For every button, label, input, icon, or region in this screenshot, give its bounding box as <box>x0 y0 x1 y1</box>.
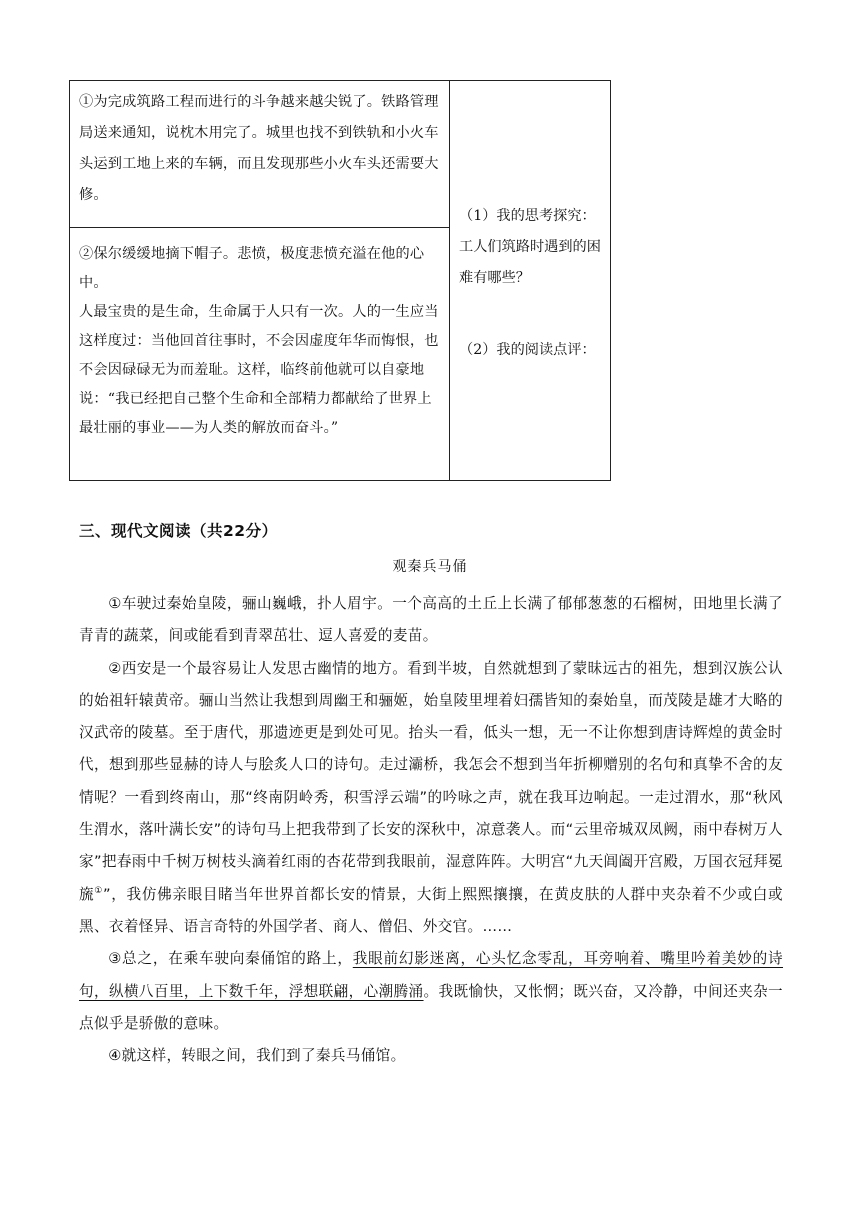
reading-notes-table <box>69 80 611 481</box>
footnote-marker: ① <box>94 885 104 896</box>
excerpt-1-text: ①为完成筑路工程而进行的斗争越来越尖锐了。铁路管理局送来通知，说枕木用完了。城里也找不到铁轨和小火车头运到工地上来的车辆，而且发现那些小火车头还需要大修。 <box>79 94 439 203</box>
paragraph-3-text-a: ③总之，在乘车驶向秦俑馆的路上， <box>108 950 353 968</box>
excerpt-cell-2 <box>70 228 449 480</box>
paragraph-3-underlined-sentence: 我眼前幻影迷离，心头忆念零乱，耳旁响着、嘴里吟着美妙的诗句，纵横八百里，上下数千年，浮想联翩，心潮腾涌 <box>79 950 784 1000</box>
paragraph-3 <box>79 943 783 1040</box>
paragraph-3-text-b: 。我既愉快，又怅惘；既兴奋，又冷静，中间还夹杂一点似乎是骄傲的意味。 <box>79 982 783 1032</box>
paragraph-4: ④就这样，转眼之间，我们到了秦兵马俑馆。 <box>108 1047 406 1065</box>
excerpt-2-line-1: ②保尔缓缓地摘下帽子。悲愤，极度悲愤充溢在他的心中。 <box>79 246 425 291</box>
paragraph-1: ①车驶过秦始皇陵，骊山巍峨，扑人眉宇。一个高高的土丘上长满了郁郁葱葱的石榴树，田地里长满了青青的蔬菜，间或能看到青翠茁壮、逗人喜爱的麦苗。 <box>79 595 783 645</box>
excerpt-2-line-2: 人最宝贵的是生命，生命属于人只有一次。人的一生应当这样度过：当他回首往事时，不会因虚度年华而悔恨，也不会因碌碌无为而羞耻。这样，临终前他就可以自豪地说：“我已经把自己整个生命和全部精力都献给了世界上最壮丽的事业——为人类的解放而奋斗。” <box>79 304 439 436</box>
paragraph-2-text-b: ”，我仿佛亲眼目睹当年世界首都长安的情景，大街上熙熙攘攘，在黄皮肤的人群中夹杂着不少或白或黑、衣着怪异、语言奇特的外国学者、商人、僧侣、外交官。…… <box>79 885 783 935</box>
paragraph-2-text-a: ②西安是一个最容易让人发思古幽情的地方。看到半坡，自然就想到了蒙昧远古的祖先，想到汉族公认的始祖轩辕黄帝。骊山当然让我想到周幽王和骊姬，始皇陵里埋着妇孺皆知的秦始皇，而茂陵是雄才大略的汉武帝的陵墓。至于唐代，那遗迹更是到处可见。抬头一看，低头一想，无一不让你想到唐诗辉煌的黄金时代，想到那些显赫的诗人与脍炙人口的诗句。走过灞桥，我怎会不想到当年折柳赠别的名句和真挚不舍的友情呢？一看到终南山，那“终南阴岭秀，积雪浮云端”的吟咏之声，就在我耳边响起。一走过渭水，那“秋风生渭水，落叶满长安”的诗句马上把我带到了长安的深秋中，凉意袭人。而“云里帝城双凤阙，雨中春树万人家”把春雨中千树万树枝头滴着红雨的杏花带到我眼前，湿意阵阵。大明宫“九天阊阖开宫殿，万国衣冠拜冕旒 <box>79 659 783 903</box>
article-body <box>79 588 783 1072</box>
question-1-prompt: （1）我的思考探究：工人们筑路时遇到的困难有哪些？ <box>459 208 601 286</box>
section-heading: 三、现代文阅读（共22分） <box>79 522 278 540</box>
response-column <box>450 81 610 480</box>
excerpt-column <box>70 81 450 480</box>
paragraph-2 <box>79 653 783 944</box>
excerpt-cell-1 <box>70 81 449 228</box>
article-title: 观秦兵马俑 <box>392 559 468 575</box>
question-2-prompt: （2）我的阅读点评： <box>459 342 596 358</box>
